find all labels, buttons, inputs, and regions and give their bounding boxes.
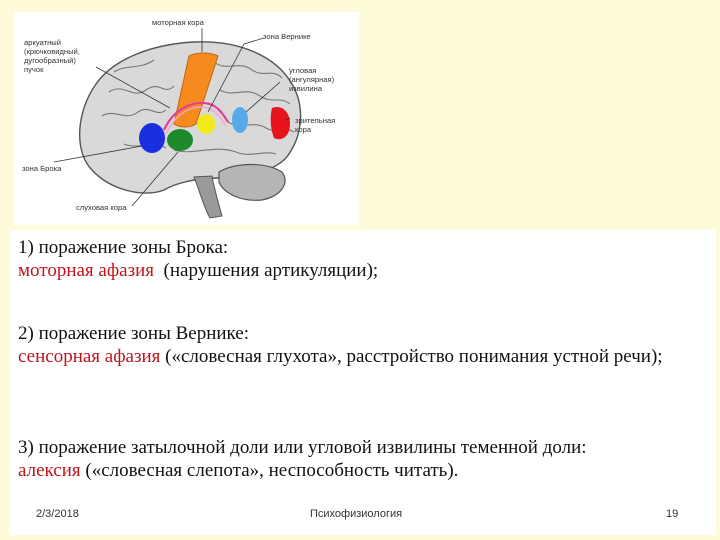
label-visual-cortex: зрительная кора (295, 116, 336, 134)
wernicke-area (197, 114, 215, 134)
footer-date: 2/3/2018 (36, 508, 79, 520)
label-motor-cortex: моторная кора (152, 18, 204, 27)
term-highlight: алексия (18, 460, 81, 481)
broca-area (139, 123, 165, 153)
item-broca (18, 236, 708, 282)
angular-gyrus-area (232, 107, 248, 133)
brainstem (194, 176, 222, 218)
footer-title: Психофизиология (310, 508, 403, 520)
item-description: (нарушения артикуляции); (154, 260, 379, 281)
label-broca: зона Брока (22, 164, 62, 173)
auditory-cortex-area (167, 129, 193, 151)
term-highlight: сенсорная афазия (18, 346, 161, 367)
item-heading: 1) поражение зоны Брока: (18, 237, 229, 258)
page-number: 19 (666, 508, 679, 520)
label-auditory-cortex: слуховая кора (76, 203, 127, 212)
label-arcuate-bundle: аркуатный (крючковидный, дугообразный) пучок (24, 38, 80, 74)
item-wernicke (18, 322, 708, 368)
item-description: («словесная слепота», неспособность читать). (80, 460, 459, 481)
brain-diagram (14, 12, 359, 225)
content-box (10, 230, 716, 535)
item-heading: 2) поражение зоны Вернике: (18, 323, 249, 344)
label-wernicke: зона Вернике (263, 32, 311, 41)
term-highlight: моторная афазия (18, 260, 155, 281)
item-heading: 3) поражение затылочной доли или угловой извилины теменной доли: (18, 437, 587, 458)
label-angular-gyrus: угловая (ангулярная) извилина (289, 66, 335, 93)
item-alexia (18, 436, 708, 482)
item-description: («словесная глухота», расстройство понимания устной речи); (160, 346, 663, 367)
cerebellum (219, 165, 285, 201)
